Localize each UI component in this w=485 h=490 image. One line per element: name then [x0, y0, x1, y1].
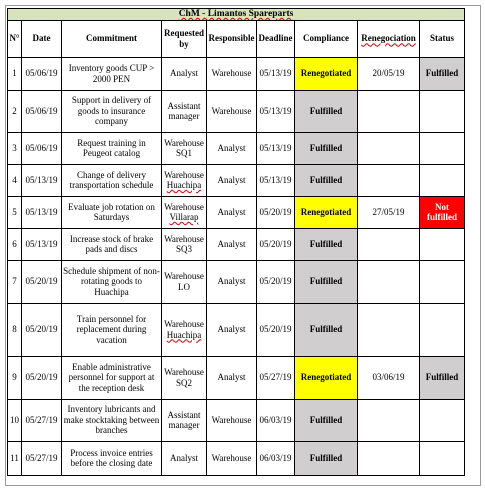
header-responsible: Responsible — [207, 20, 257, 57]
table-row — [8, 399, 465, 441]
cell-commitment: Inventory lubricants and make stocktaking between branches — [62, 399, 162, 441]
cell-commitment: Enable administrative personnel for support at the reception desk — [62, 356, 162, 399]
cell-requested-by: Warehouse LO — [162, 260, 207, 303]
header-compliance: Compliance — [295, 20, 358, 57]
cell-date: 05/20/19 — [22, 260, 62, 303]
cell-compliance: Fulfilled — [295, 228, 358, 260]
cell-compliance: Fulfilled — [295, 164, 358, 196]
cell-date: 05/27/19 — [22, 441, 62, 475]
cell-status — [420, 303, 465, 356]
cell-commitment: Increase stock of brake pads and discs — [62, 228, 162, 260]
cell-renegotiation — [358, 303, 420, 356]
commitments-table — [7, 8, 465, 476]
cell-commitment: Change of delivery transportation schedule — [62, 164, 162, 196]
cell-commitment: Inventory goods CUP > 2000 PEN — [62, 57, 162, 90]
table-row — [8, 441, 465, 475]
table-row — [8, 303, 465, 356]
cell-number: 8 — [8, 303, 22, 356]
cell-renegotiation — [358, 399, 420, 441]
table-row — [8, 356, 465, 399]
table-row — [8, 132, 465, 164]
cell-renegotiation — [358, 260, 420, 303]
cell-number: 9 — [8, 356, 22, 399]
cell-deadline: 05/27/19 — [257, 356, 295, 399]
table-row — [8, 57, 465, 90]
header-status: Status — [420, 20, 465, 57]
cell-number: 3 — [8, 132, 22, 164]
cell-date: 05/20/19 — [22, 303, 62, 356]
cell-requested-by: Warehouse SQ2 — [162, 356, 207, 399]
cell-compliance: Fulfilled — [295, 303, 358, 356]
header-num: N° — [8, 20, 22, 57]
cell-number: 11 — [8, 441, 22, 475]
cell-responsible: Warehouse — [207, 441, 257, 475]
table-row — [8, 196, 465, 228]
cell-renegotiation: 20/05/19 — [358, 57, 420, 90]
cell-deadline: 05/13/19 — [257, 90, 295, 132]
cell-requested-by: Warehouse Huachipa — [162, 303, 207, 356]
cell-requested-by: Assistant manager — [162, 90, 207, 132]
cell-renegotiation — [358, 228, 420, 260]
cell-deadline: 05/13/19 — [257, 164, 295, 196]
cell-deadline: 05/20/19 — [257, 303, 295, 356]
cell-commitment: Schedule shipment of non-rotating goods to Huachipa — [62, 260, 162, 303]
cell-requested-by: Assistant manager — [162, 399, 207, 441]
cell-date: 05/06/19 — [22, 57, 62, 90]
table-row — [8, 164, 465, 196]
cell-deadline: 05/13/19 — [257, 57, 295, 90]
cell-responsible: Analyst — [207, 260, 257, 303]
cell-number: 5 — [8, 196, 22, 228]
cell-compliance: Fulfilled — [295, 441, 358, 475]
cell-compliance: Renegotiated — [295, 196, 358, 228]
cell-compliance: Fulfilled — [295, 132, 358, 164]
table-title: ChM - Limantos Spareparts — [8, 9, 465, 21]
header-requested-by: Requested by — [162, 20, 207, 57]
cell-compliance: Renegotiated — [295, 57, 358, 90]
cell-commitment: Support in delivery of goods to insurance company — [62, 90, 162, 132]
cell-responsible: Analyst — [207, 164, 257, 196]
cell-commitment: Evaluate job rotation on Saturdays — [62, 196, 162, 228]
cell-date: 05/13/19 — [22, 228, 62, 260]
cell-renegotiation — [358, 441, 420, 475]
cell-requested-by: Warehouse Huachipa — [162, 164, 207, 196]
header-renegotiation: Renegociation — [358, 20, 420, 57]
cell-date: 05/06/19 — [22, 90, 62, 132]
cell-responsible: Warehouse — [207, 90, 257, 132]
cell-deadline: 05/13/19 — [257, 132, 295, 164]
cell-renegotiation — [358, 164, 420, 196]
cell-requested-by: Warehouse SQ3 — [162, 228, 207, 260]
cell-deadline: 06/03/19 — [257, 399, 295, 441]
cell-status — [420, 132, 465, 164]
cell-date: 05/13/19 — [22, 196, 62, 228]
cell-number: 1 — [8, 57, 22, 90]
cell-responsible: Analyst — [207, 356, 257, 399]
cell-deadline: 05/20/19 — [257, 196, 295, 228]
cell-responsible: Warehouse — [207, 399, 257, 441]
cell-status: Fulfilled — [420, 57, 465, 90]
cell-status — [420, 441, 465, 475]
cell-responsible: Warehouse — [207, 57, 257, 90]
cell-date: 05/20/19 — [22, 356, 62, 399]
cell-commitment: Train personnel for replacement during vacation — [62, 303, 162, 356]
cell-date: 05/13/19 — [22, 164, 62, 196]
cell-status: Fulfilled — [420, 356, 465, 399]
cell-deadline: 05/20/19 — [257, 260, 295, 303]
table-row — [8, 260, 465, 303]
table-row — [8, 90, 465, 132]
cell-status — [420, 399, 465, 441]
cell-responsible: Analyst — [207, 303, 257, 356]
cell-renegotiation: 27/05/19 — [358, 196, 420, 228]
cell-compliance: Fulfilled — [295, 90, 358, 132]
cell-commitment: Request training in Peugeot catalog — [62, 132, 162, 164]
cell-date: 05/06/19 — [22, 132, 62, 164]
cell-deadline: 06/03/19 — [257, 441, 295, 475]
cell-number: 2 — [8, 90, 22, 132]
cell-compliance: Fulfilled — [295, 399, 358, 441]
table-row — [8, 228, 465, 260]
cell-compliance: Fulfilled — [295, 260, 358, 303]
cell-requested-by: Warehouse Villarap — [162, 196, 207, 228]
cell-status: Not fulfilled — [420, 196, 465, 228]
cell-status — [420, 90, 465, 132]
cell-requested-by: Analyst — [162, 57, 207, 90]
cell-deadline: 05/20/19 — [257, 228, 295, 260]
cell-status — [420, 164, 465, 196]
cell-responsible: Analyst — [207, 132, 257, 164]
cell-status — [420, 228, 465, 260]
header-date: Date — [22, 20, 62, 57]
cell-number: 7 — [8, 260, 22, 303]
cell-renegotiation: 03/06/19 — [358, 356, 420, 399]
cell-renegotiation — [358, 132, 420, 164]
cell-status — [420, 260, 465, 303]
cell-requested-by: Analyst — [162, 441, 207, 475]
cell-responsible: Analyst — [207, 228, 257, 260]
header-deadline: Deadline — [257, 20, 295, 57]
header-commitment: Commitment — [62, 20, 162, 57]
cell-number: 6 — [8, 228, 22, 260]
cell-requested-by: Warehouse SQ1 — [162, 132, 207, 164]
cell-date: 05/27/19 — [22, 399, 62, 441]
cell-renegotiation — [358, 90, 420, 132]
cell-compliance: Renegotiated — [295, 356, 358, 399]
cell-number: 10 — [8, 399, 22, 441]
cell-responsible: Analyst — [207, 196, 257, 228]
cell-number: 4 — [8, 164, 22, 196]
header-row — [8, 20, 465, 57]
cell-commitment: Process invoice entries before the closing date — [62, 441, 162, 475]
